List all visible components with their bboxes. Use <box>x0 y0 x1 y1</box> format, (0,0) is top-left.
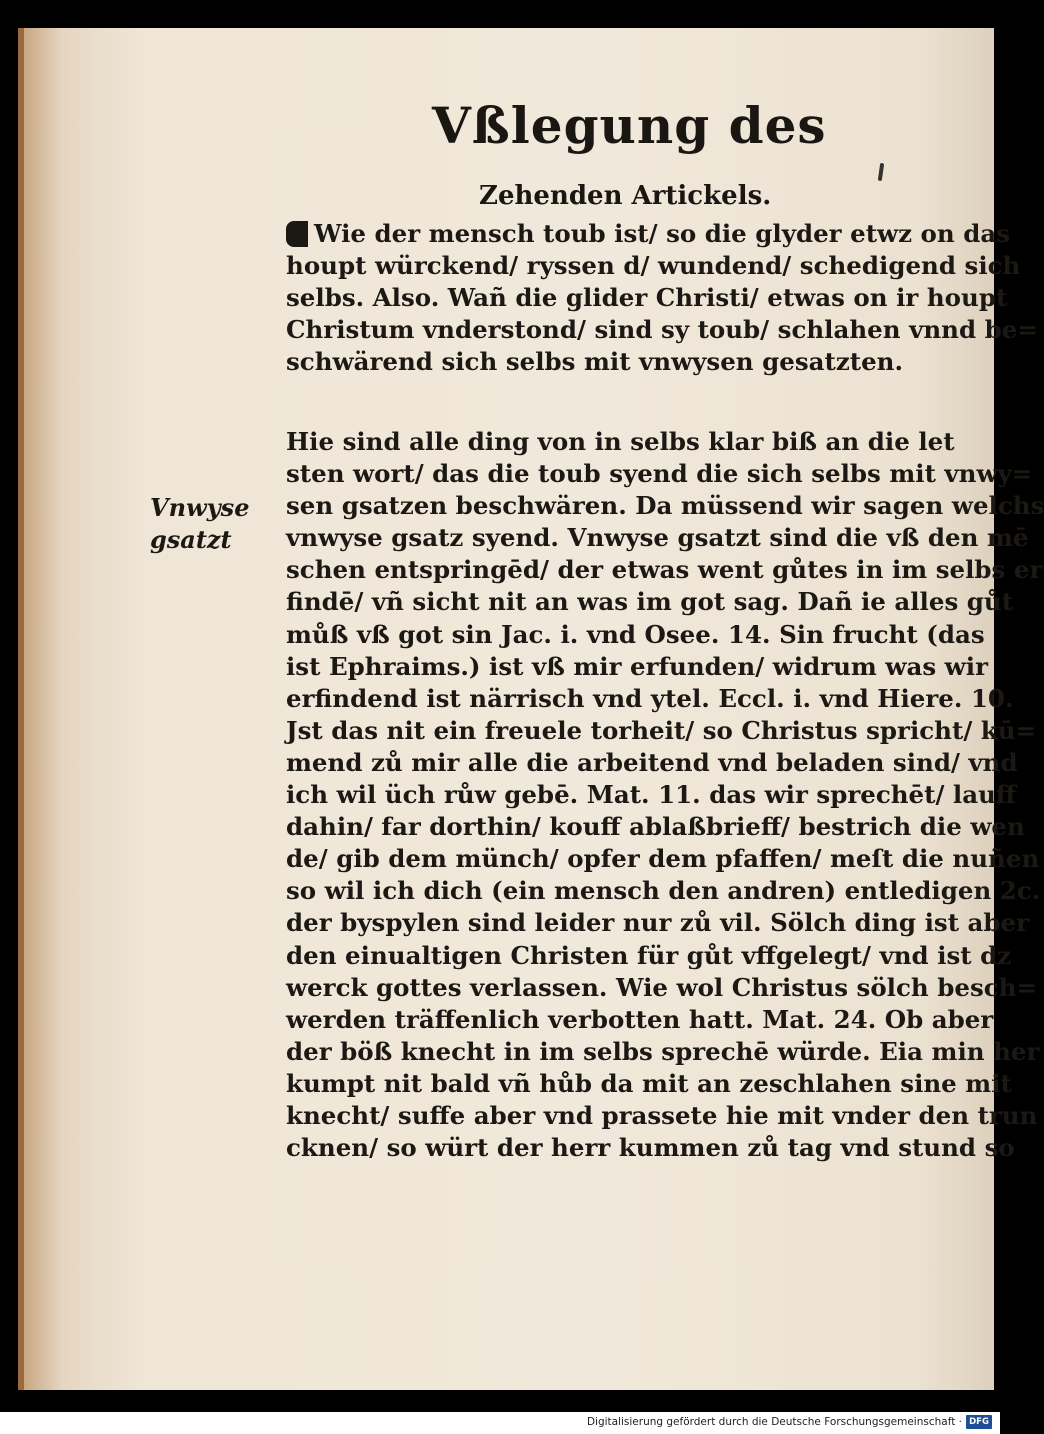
margin-note-line: gsatzt <box>150 525 232 554</box>
body-line: schen entspringēd/ der etwas went gůtes in im selbs er <box>286 555 1043 585</box>
body-line: Hie sind alle ding von in selbs klar biß an die let <box>286 427 955 456</box>
intro-paragraph <box>286 218 1038 378</box>
body-line: der byspylen sind leider nur zů vil. Sölch ding ist aber <box>286 908 1030 938</box>
dfg-logo-icon: DFG <box>966 1415 992 1429</box>
body-line: werck gottes verlassen. Wie wol Christus sölch besch= <box>286 972 1038 1002</box>
body-line: mend zů mir alle die arbeitend vnd beladen sind/ vnd <box>286 747 1018 777</box>
intro-line: houpt würckend/ ryssen d/ wundend/ schedigend sich <box>286 251 1021 281</box>
margin-note-line: Vnwyse <box>150 493 250 522</box>
page-subtitle: Zehenden Artickels. <box>479 181 772 211</box>
body-line: so wil ich dich (ein mensch den andren) entledigen 2c. <box>286 876 1041 906</box>
body-line: vnwyse gsatz syend. Vnwyse gsatzt sind die vß den mē <box>286 523 1029 553</box>
body-line: sten wort/ das die toub syend die sich selbs mit vnwy= <box>286 459 1033 489</box>
body-line: der böß knecht in im selbs sprechē würde. Eia min her <box>286 1036 1040 1066</box>
ink-speck <box>878 163 884 181</box>
book-page <box>18 28 1044 1390</box>
body-line: můß vß got sin Jac. i. vnd Osee. 14. Sin frucht (das <box>286 619 985 649</box>
body-line: werden träffenlich verbotten hatt. Mat. 24. Ob aber <box>286 1004 994 1034</box>
body-line: kumpt nit bald vñ hůb da mit an zeschlahen sine mit <box>286 1068 1012 1098</box>
body-line: knecht/ suffe aber vnd prassete hie mit vnder den trun <box>286 1100 1038 1130</box>
body-line: de/ gib dem münch/ opfer dem pfaffen/ meſt die nuñen <box>286 844 1040 874</box>
body-line: ist Ephraims.) ist vß mir erfunden/ widrum was wir <box>286 651 988 681</box>
body-line: findē/ vñ sicht nit an was im got sag. Dañ ie alles gůt <box>286 587 1014 617</box>
body-line: dahin/ far dorthin/ kouff ablaßbrieff/ bestrich die wen <box>286 812 1025 842</box>
body-line: Jst das nit ein freuele torheit/ so Christus spricht/ kū= <box>286 715 1037 745</box>
pilcrow-icon <box>286 221 308 247</box>
body-line: ich wil üch růw gebē. Mat. 11. das wir sprechēt/ lauff <box>286 780 1017 810</box>
margin-note <box>150 492 260 556</box>
intro-line: schwärend sich selbs mit vnwysen gesatzten. <box>286 347 903 377</box>
intro-line: Wie der mensch toub ist/ so die glyder etwz on das <box>286 218 951 250</box>
intro-line: Christum vnderstond/ sind sy toub/ schlahen vnnd be= <box>286 315 1038 345</box>
body-line: cknen/ so würt der herr kummen zů tag vnd stund so <box>286 1133 1015 1163</box>
page-title: Vßlegung des <box>432 96 827 155</box>
body-line: sen gsatzen beschwären. Da müssend wir sagen welchs <box>286 491 1044 521</box>
body-line: den einualtigen Christen für gůt vffgelegt/ vnd ist dz <box>286 940 1012 970</box>
intro-line: selbs. Also. Wañ die glider Christi/ etwas on ir houpt <box>286 283 1008 313</box>
body-paragraph <box>286 426 1044 1164</box>
body-line: erfindend ist närrisch vnd ytel. Eccl. i. vnd Hiere. 10. <box>286 683 1014 713</box>
digitization-credit: Digitalisierung gefördert durch die Deutsche Forschungsgemeinschaft · <box>586 1416 962 1428</box>
